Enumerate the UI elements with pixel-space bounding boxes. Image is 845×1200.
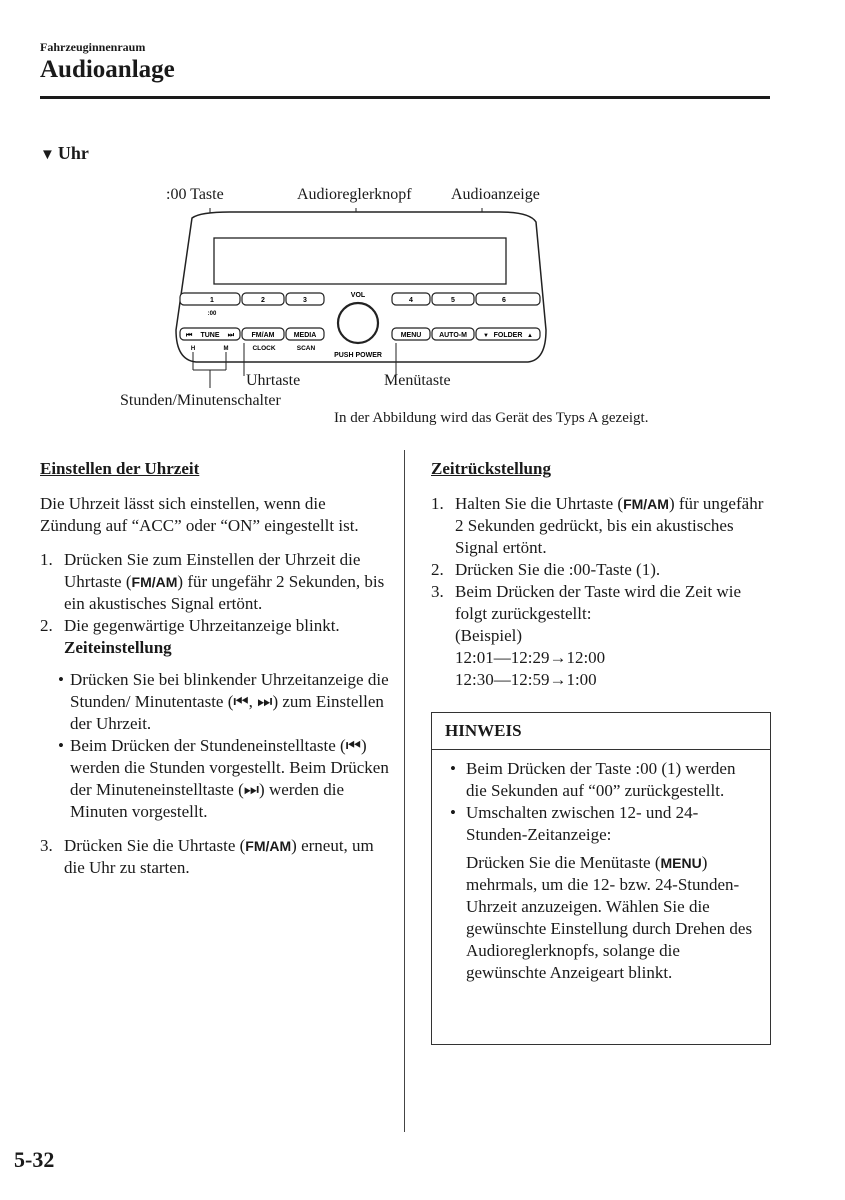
step-1 bbox=[40, 549, 390, 615]
note-paragraph-text-b: ) mehrmals, um die 12- bzw. 24-Stunden-Uhrzeit anzuzeigen. Wählen Sie die gewünschte Einstellung durch Drehen des Audioreglerknopfs, solange die gewünschte Anzeigeart blinkt. bbox=[466, 853, 753, 982]
menu-text: MENU bbox=[400, 332, 422, 339]
column-divider bbox=[404, 450, 405, 1132]
note-bullet-2-text: Umschalten zwischen 12- und 24-Stunden-Zeitanzeige: bbox=[466, 803, 699, 844]
section-label: Fahrzeuginnenraum bbox=[40, 40, 146, 54]
sub-00-text: :00 bbox=[207, 311, 217, 317]
step-3 bbox=[40, 835, 390, 879]
step-1-number: 1. bbox=[40, 550, 53, 569]
bullet-2-text-a: Beim Drücken der Stundeneinstelltaste (⏮) werden die Stunden vorgestellt. bbox=[70, 736, 367, 777]
scan-text: SCAN bbox=[296, 345, 316, 352]
note-bullet-1 bbox=[450, 758, 756, 802]
clock-text: CLOCK bbox=[252, 345, 276, 352]
preset-1-text: 1 bbox=[210, 297, 214, 304]
bullet-1-text: Drücken Sie bei blinkender Uhrzeitanzeige die Stunden/ Minutentaste (⏮, ⏭) zum Einstellen der Uhrzeit. bbox=[70, 670, 389, 733]
folder-up-icon: ▲ bbox=[527, 333, 533, 339]
preset-6-text: 6 bbox=[502, 297, 506, 304]
step-1-text-a: Drücken Sie zum Einstellen der Uhrzeit die Uhrtaste ( bbox=[64, 550, 361, 591]
step-3-text-a: Drücken Sie die Uhrtaste ( bbox=[64, 836, 246, 855]
autom-text: AUTO-M bbox=[439, 332, 467, 339]
bullet-2-text-b: Beim Drücken der Minuteneinstelltaste (⏭) werden die Minuten vorgestellt. bbox=[70, 758, 389, 821]
step-1-text-b: ) für ungefähr 2 Sekunden, bis ein akustisches Signal ertönt. bbox=[64, 572, 385, 613]
push-power-text: PUSH POWER bbox=[334, 352, 382, 359]
step-2 bbox=[40, 615, 390, 637]
bullet-dot: • bbox=[450, 803, 456, 822]
left-heading: Einstellen der Uhrzeit bbox=[40, 459, 200, 478]
note-bullet-2 bbox=[450, 802, 756, 846]
fmam-button-ref: FM/AM bbox=[623, 496, 669, 512]
folder-text: FOLDER bbox=[493, 332, 523, 339]
folder-down-icon: ▼ bbox=[483, 333, 489, 339]
reset-step-3-text: Beim Drücken der Taste wird die Zeit wie folgt zurückgestellt: bbox=[455, 582, 741, 623]
page-number: 5-32 bbox=[14, 1147, 55, 1172]
reset-step-3-number: 3. bbox=[431, 582, 444, 601]
bullet-2 bbox=[58, 735, 390, 823]
subsection-heading bbox=[40, 143, 89, 164]
reset-step-2-number: 2. bbox=[431, 560, 444, 579]
page-title: Audioanlage bbox=[40, 56, 175, 83]
sub-heading-time-setting: Zeiteinstellung bbox=[64, 638, 172, 657]
intro-paragraph: Die Uhrzeit lässt sich einstellen, wenn die Zündung auf “ACC” oder “ON” eingestellt ist. bbox=[40, 494, 359, 535]
volume-knob bbox=[338, 303, 378, 343]
preset-6-button bbox=[476, 293, 540, 305]
label-clock-button: Uhrtaste bbox=[246, 372, 301, 389]
right-heading: Zeitrückstellung bbox=[431, 459, 551, 478]
triangle-marker-icon: ▼ bbox=[40, 147, 55, 163]
figure-caption: In der Abbildung wird das Gerät des Typs A gezeigt. bbox=[334, 410, 649, 426]
example-line-2: 12:30—12:59→1:00 bbox=[455, 670, 597, 689]
bullet-dot: • bbox=[58, 670, 64, 689]
example-line-1: 12:01—12:29→12:00 bbox=[455, 648, 606, 667]
step-2-number: 2. bbox=[40, 616, 53, 635]
note-paragraph bbox=[450, 852, 756, 984]
audio-unit-diagram bbox=[150, 200, 570, 400]
step-3-text-b: ) erneut, um die Uhr zu starten. bbox=[64, 836, 374, 877]
step-3-number: 3. bbox=[40, 836, 53, 855]
seek-back-icon: ⏮ bbox=[186, 332, 193, 339]
preset-3-text: 3 bbox=[303, 297, 307, 304]
preset-5-text: 5 bbox=[451, 297, 455, 304]
reset-step-1 bbox=[431, 493, 771, 559]
reset-step-2-text: Drücken Sie die :00-Taste (1). bbox=[455, 560, 661, 579]
example-label: (Beispiel) bbox=[455, 626, 523, 645]
left-column bbox=[40, 458, 390, 879]
media-text: MEDIA bbox=[293, 332, 317, 339]
note-paragraph-text-a: Drücken Sie die Menütaste ( bbox=[466, 853, 661, 872]
bullet-1 bbox=[58, 669, 390, 735]
fmam-button-ref: FM/AM bbox=[131, 574, 178, 590]
step-2-text: Die gegenwärtige Uhrzeitanzeige blinkt. bbox=[64, 616, 340, 635]
label-menu-button: Menütaste bbox=[384, 372, 451, 389]
reset-step-1-text-b: ) für ungefähr 2 Sekunden gedrückt, bis ein akustisches Signal ertönt. bbox=[455, 494, 764, 557]
label-hour-minute-switch: Stunden/Minutenschalter bbox=[120, 392, 281, 409]
label-00-button: :00 Taste bbox=[166, 186, 224, 203]
label-audio-display: Audioanzeige bbox=[451, 186, 540, 203]
note-title: HINWEIS bbox=[432, 713, 770, 750]
fmam-button-ref: FM/AM bbox=[245, 838, 292, 854]
seek-forward-icon: ⏭ bbox=[227, 332, 234, 339]
bullet-dot: • bbox=[450, 759, 456, 778]
vol-text: VOL bbox=[350, 292, 366, 299]
reset-step-1-number: 1. bbox=[431, 494, 444, 513]
h-text: H bbox=[190, 346, 196, 352]
reset-step-3 bbox=[431, 581, 771, 691]
label-audio-knob: Audioreglerknopf bbox=[297, 186, 412, 203]
preset-4-text: 4 bbox=[409, 297, 413, 304]
header-rule bbox=[40, 96, 770, 99]
note-bullet-1-text: Beim Drücken der Taste :00 (1) werden die Sekunden auf “00” zurückgestellt. bbox=[466, 759, 736, 800]
menu-button-ref: MENU bbox=[660, 855, 702, 871]
note-body bbox=[432, 750, 770, 984]
preset-2-text: 2 bbox=[261, 297, 265, 304]
right-column bbox=[431, 458, 771, 691]
display-screen bbox=[214, 238, 506, 284]
note-box bbox=[431, 712, 771, 1045]
reset-step-2 bbox=[431, 559, 771, 581]
bullet-dot: • bbox=[58, 736, 64, 755]
bullet-list bbox=[40, 669, 390, 823]
m-text: M bbox=[223, 346, 229, 352]
tune-text: TUNE bbox=[200, 332, 220, 339]
fmam-text: FM/AM bbox=[251, 332, 275, 339]
subsection-title: Uhr bbox=[57, 143, 89, 163]
reset-step-1-text-a: Halten Sie die Uhrtaste ( bbox=[455, 494, 624, 513]
